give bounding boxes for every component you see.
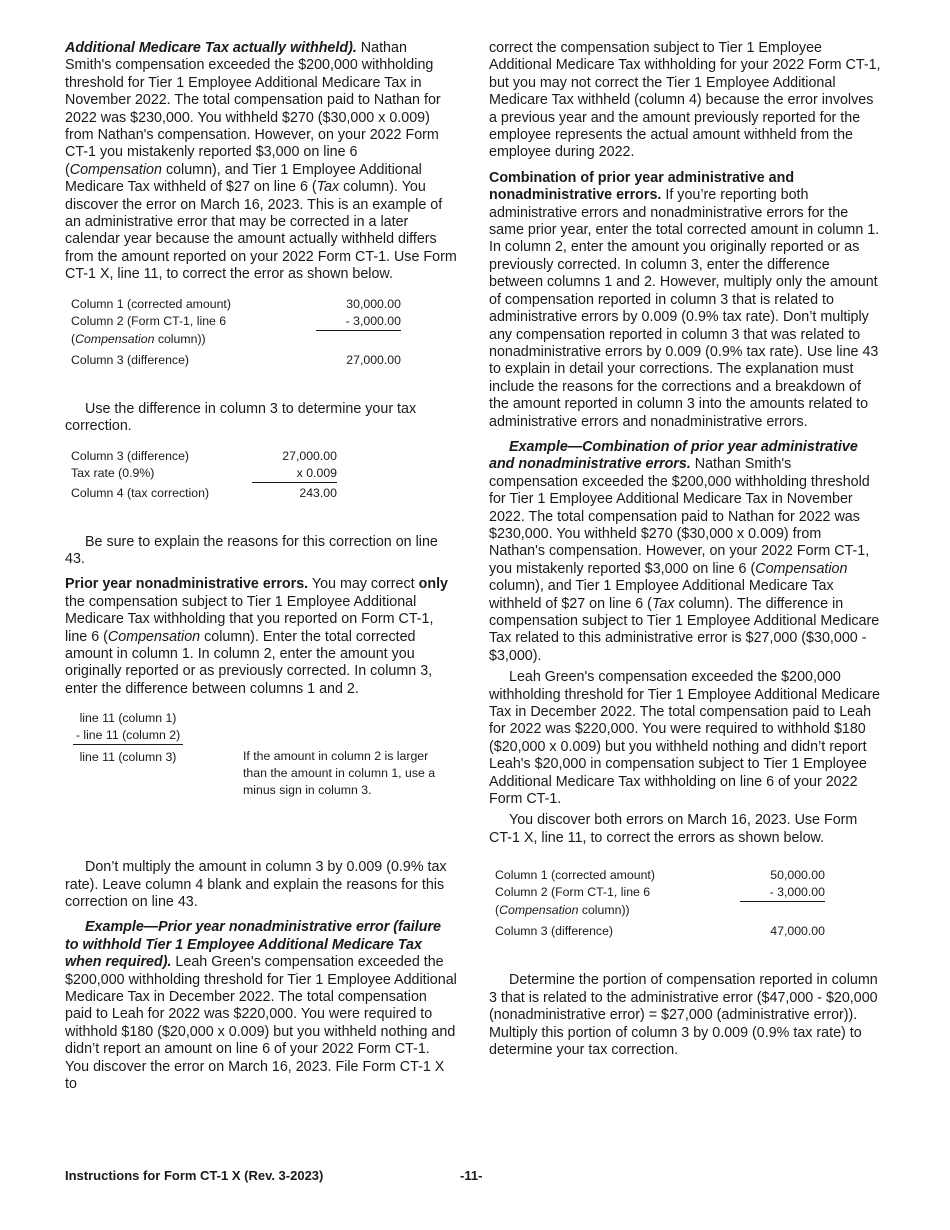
paragraph-heading: Prior year nonadministrative errors. — [65, 576, 309, 593]
page-number: -11- — [460, 1168, 483, 1183]
table-row: Column 2 (Form CT-1, line 6 - 3,000.00 — [71, 313, 401, 331]
paragraph: Be sure to explain the reasons for this correction on line 43. — [65, 533, 438, 567]
paragraph-prior-year-nonadministrative: Prior year nonadministrative errors. You may correct only the compensation subject to Tier 1 Employee Additional Medicare Tax withholding that you reported on Form CT-1, line 6 (Compensation column). Enter the total corrected amount in column 1. In column 2, enter the amount you originally reported or as previously corrected. In column 3, enter the difference between columns 1 and 2. — [65, 576, 448, 697]
paragraph-heading: Example—Prior year nonadministrative error (failure to withhold Tier 1 Employee Additional Medicare Tax when required). — [65, 919, 441, 971]
paragraph: correct the compensation subject to Tier 1 Employee Additional Medicare Tax withholding for your 2022 Form CT-1, but you may not correct the Tier 1 Employee Additional Medicare Tax withheld (column 4) because the error involves a previous year and the amount previously reported for the employee represents the actual amount withheld from the employee during 2022. — [489, 40, 881, 161]
table-row: (Compensation column)) — [71, 331, 206, 346]
paragraph-example-combination: Example—Combination of prior year administrative and nonadministrative errors. Nathan Smith's compensation exceeded the $200,000 withholding threshold for Tier 1 Employee Additional Medicare Tax in November 2022. The total compensation paid to Nathan for 2022 was $230,000. You withheld $270 ($30,000 x 0.009) from Nathan's compensation. However, on your 2022 Form CT-1, you mistakenly reported $3,000 on line 6 (Compensation column), and Tier 1 Employee Additional Medicare Tax withheld of $27 on line 6 (Tax column). The difference in compensation subject to Tier 1 Employee Additional Medicare Tax related to this administrative error is $27,000 ($30,000 - $3,000). — [489, 438, 880, 664]
footer-title: Instructions for Form CT-1 X (Rev. 3-2023) — [65, 1168, 324, 1183]
table-row: Column 4 (tax correction) 243.00 — [71, 485, 337, 500]
paragraph-heading: Example—Combination of prior year administrative and nonadministrative errors. — [489, 438, 858, 473]
table-row: Column 3 (difference) 27,000.00 — [71, 448, 337, 463]
paragraph: Leah Green's compensation exceeded the $200,000 withholding threshold for Tier 1 Employee Additional Medicare Tax in December 2022. The total compensation paid to Leah for 2022 was $220,000. You were required to withhold $180 ($20,000 x 0.009) but you withheld nothing and didn’t report Leah's $20,000 in compensation subject to Tier 1 Employee Additional Medicare Tax withholding on line 6 of your 2022 Form CT-1. — [489, 669, 880, 808]
line-11-formula: line 11 (column 1) - line 11 (column 2) line 11 (column 3) If the amount in column 2 is larger than the amount in column 1, use a minus sign in column 3. — [73, 710, 457, 799]
paragraph: Don’t multiply the amount in column 3 by 0.009 (0.9% tax rate). Leave column 4 blank and explain the reasons for this correction on line 43. — [65, 859, 447, 910]
example-table-combination — [495, 867, 825, 940]
table-row: Column 3 (difference) 27,000.00 — [71, 352, 401, 367]
paragraph-combination-errors: Combination of prior year administrative and nonadministrative errors. If you’re reporting both administrative errors and nonadministrative errors for the same prior year, enter the total corrected amount in column 1. In column 2, enter the amount you originally reported or as previously corrected. In column 3, enter the difference between columns 1 and 2. However, multiply only the amount of compensation reported in column 3 that is related to administrative errors by 0.009 (0.9% tax rate). Don’t multiply any compensation reported in column 3 that was related to nonadministrative errors by 0.009 (0.9% tax rate). Use line 43 to explain in detail your corrections. The explanation must include the reasons for the corrections and a breakdown of the amount reported in column 3 into the amounts related to administrative errors and nonadministrative errors. — [489, 169, 880, 430]
example-table-corrected-amount — [71, 296, 401, 369]
right-column — [489, 40, 881, 1067]
table-row: Column 1 (corrected amount) 50,000.00 — [495, 868, 825, 883]
table-row: Column 1 (corrected amount) 30,000.00 — [71, 296, 401, 311]
paragraph-heading: Combination of prior year administrative and nonadministrative errors. — [489, 169, 795, 204]
paragraph-example-nonadministrative: Example—Prior year nonadministrative error (failure to withhold Tier 1 Employee Additional Medicare Tax when required). Leah Green's compensation exceeded the $200,000 withholding threshold for Tier 1 Employee Additional Medicare Tax in December 2022. The total compensation paid to Leah for 2022 was $220,000. You were required to withhold $180 ($20,000 x 0.009) but you withheld nothing and didn’t report an amount on line 6 of your 2022 Form CT-1. You discover the error on March 16, 2023. File Form CT-1 X to — [65, 919, 457, 1093]
page-footer — [65, 1168, 490, 1183]
paragraph: Determine the portion of compensation reported in column 3 that is related to the administrative error ($47,000 - $20,000 (nonadministrative error) = $27,000 (administrative error)). Multiply this portion of column 3 by 0.009 (0.9% tax rate) to determine your tax correction. — [489, 972, 878, 1058]
paragraph-heading: Additional Medicare Tax actually withheld). — [65, 40, 357, 56]
formula-note: If the amount in column 2 is larger than the amount in column 1, use a minus sign in column 3. — [243, 749, 436, 798]
table-row: (Compensation column)) — [495, 903, 630, 918]
table-row: Column 2 (Form CT-1, line 6 - 3,000.00 — [495, 884, 825, 902]
left-column — [65, 40, 457, 1101]
paragraph-nathan-example-end: Additional Medicare Tax actually withheld). Nathan Smith's compensation exceeded the $200,000 withholding threshold for Tier 1 Employee Additional Medicare Tax in November 2022. The total compensation paid to Nathan for 2022 was $230,000. You withheld $270 ($30,000 x 0.009) from Nathan's compensation. However, on your 2022 Form CT-1 you mistakenly reported $3,000 on line 6 (Compensation column), and Tier 1 Employee Additional Medicare Tax withheld of $27 on line 6 (Tax column). You discover the error on March 16, 2023. This is an example of an administrative error that may be corrected in a later calendar year because the amount actually withheld differs from the amount reported on your 2022 Form CT-1. Use Form CT-1 X, line 11, to correct the error as shown below. — [65, 40, 457, 283]
table-row: Tax rate (0.9%) x 0.009 — [71, 465, 337, 483]
table-row: Column 3 (difference) 47,000.00 — [495, 924, 825, 939]
paragraph: You discover both errors on March 16, 2023. Use Form CT-1 X, line 11, to correct the errors as shown below. — [489, 812, 858, 846]
paragraph: Use the difference in column 3 to determine your tax correction. — [65, 400, 417, 435]
example-table-tax-correction — [71, 448, 337, 502]
